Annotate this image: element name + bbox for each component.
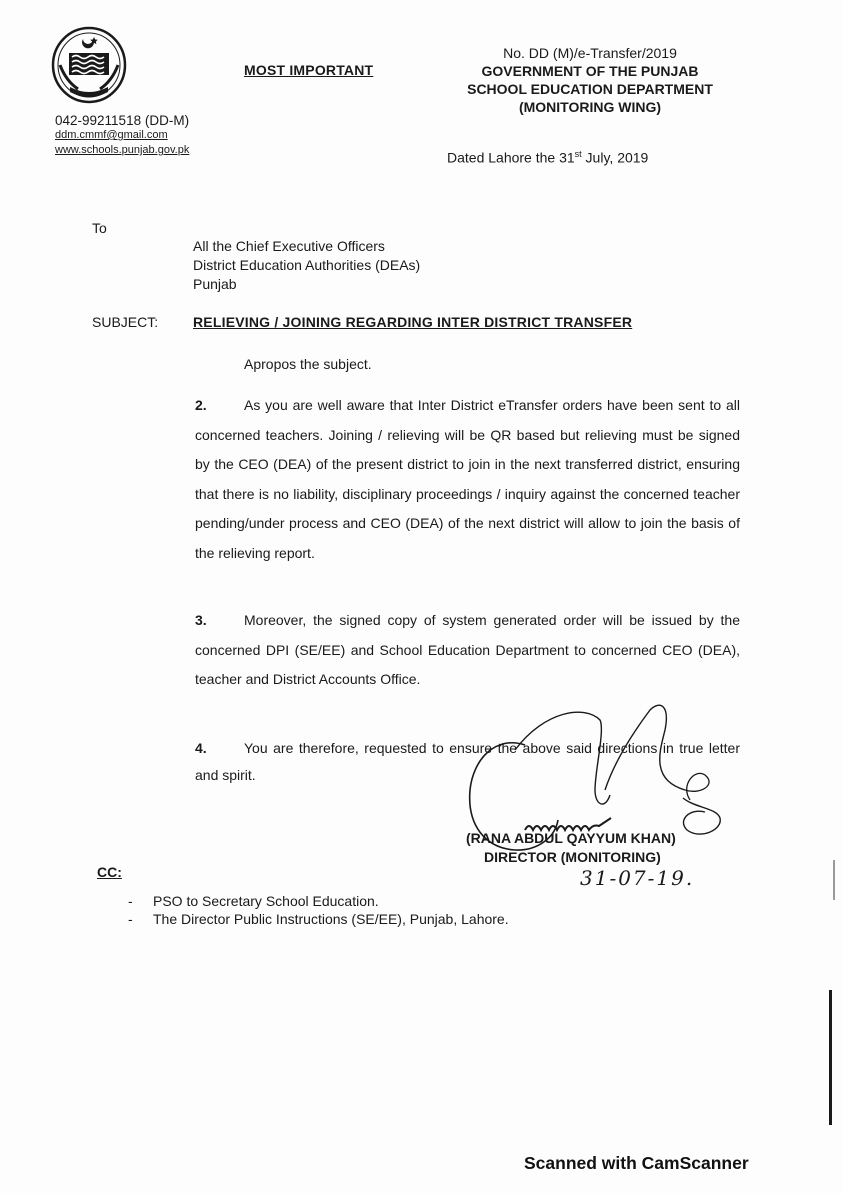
apropos-line: Apropos the subject. [244, 356, 372, 372]
cc-item-text: The Director Public Instructions (SE/EE), Punjab, Lahore. [153, 911, 509, 927]
email-link[interactable]: ddm.cmmf@gmail.com [55, 129, 168, 141]
address-line-2: District Education Authorities (DEAs) [193, 257, 421, 273]
signatory-name: (RANA ABDUL QAYYUM KHAN) [466, 830, 676, 846]
subject-label: SUBJECT: [92, 314, 159, 330]
signature-date: 31-07-19. [580, 866, 695, 890]
cc-item [128, 910, 509, 928]
dated-line [447, 149, 648, 166]
dated-prefix: Dated Lahore the 31 [447, 149, 575, 166]
signatory-title: DIRECTOR (MONITORING) [484, 849, 661, 865]
wing-name: (MONITORING WING) [518, 99, 662, 115]
cc-bullet: - [128, 893, 133, 909]
to-label: To [92, 220, 107, 236]
paragraph-3 [195, 606, 740, 695]
address-line-3: Punjab [193, 276, 237, 292]
subject-text: RELIEVING / JOINING REGARDING INTER DISTRICT TRANSFER [193, 314, 633, 330]
dated-ordinal: st [574, 149, 582, 159]
camscanner-watermark: Scanned with CamScanner [524, 1153, 749, 1173]
paragraph-3-number: 3. [195, 612, 207, 628]
dated-rest: July, 2019 [581, 149, 649, 166]
cc-list [128, 892, 509, 928]
government-name: GOVERNMENT OF THE PUNJAB [481, 63, 699, 79]
cc-item [128, 892, 509, 910]
paragraph-2 [195, 391, 740, 568]
cc-item-text: PSO to Secretary School Education. [153, 893, 379, 909]
most-important-label: MOST IMPORTANT [244, 62, 374, 78]
letterhead-right [430, 44, 750, 116]
recipient-address [193, 237, 420, 294]
scan-edge-mark [829, 990, 832, 1125]
paragraph-4-text: You are therefore, requested to ensure the above said directions in true letter and spirit. [195, 740, 740, 783]
website-link[interactable]: www.schools.punjab.gov.pk [55, 144, 190, 156]
reference-number: No. DD (M)/e-Transfer/2019 [503, 45, 677, 61]
handwritten-signature [455, 690, 735, 875]
phone-number: 042-99211518 (DD-M) [55, 113, 190, 128]
department-name: SCHOOL EDUCATION DEPARTMENT [467, 81, 713, 97]
cc-label: CC: [97, 864, 122, 880]
punjab-government-logo [50, 25, 128, 105]
scan-edge-mark [833, 860, 835, 900]
address-line-1: All the Chief Executive Officers [193, 238, 385, 254]
paragraph-4-number: 4. [195, 740, 207, 756]
cc-bullet: - [128, 911, 133, 927]
contact-info [55, 113, 189, 158]
paragraph-2-text: As you are well aware that Inter District eTransfer orders have been sent to all concerned teachers. Joining / relieving will be QR based but relieving must be signed by the CEO (DEA) of the present district to join in the next transferred district, ensuring that there is no liability, disciplinary proceedings / inquiry against the concerned teacher pending/under process and CEO (DEA) of the next district will allow to join the basis of the relieving report. [195, 397, 740, 561]
paragraph-2-number: 2. [195, 397, 207, 413]
paragraph-3-text: Moreover, the signed copy of system generated order will be issued by the concerned DPI (SE/EE) and School Education Department to concerned CEO (DEA), teacher and District Accounts Office. [195, 612, 740, 687]
